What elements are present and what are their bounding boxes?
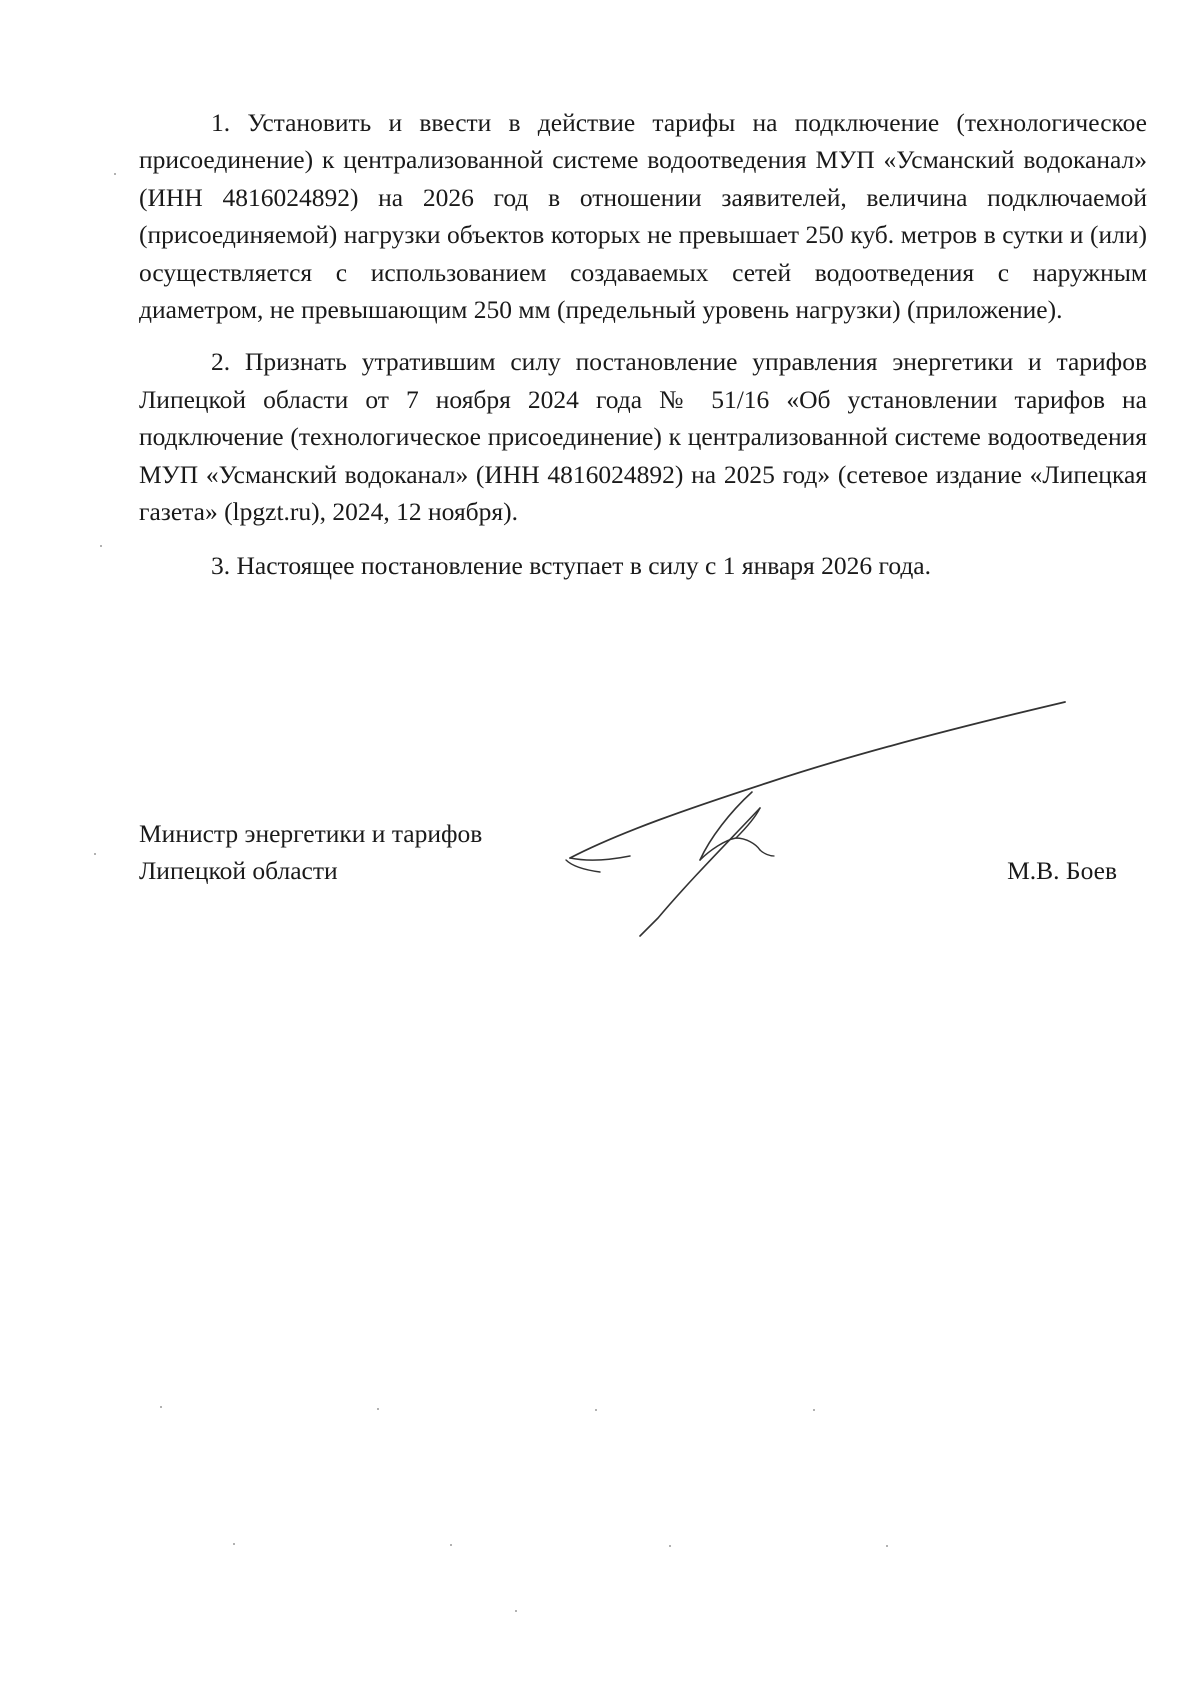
scan-speck — [160, 1406, 162, 1408]
scan-speck — [813, 1409, 815, 1411]
signer-position-line-1: Министр энергетики и тарифов — [139, 819, 483, 848]
paragraph-2: 2. Признать утратившим силу постановление управления энергетики и тарифов Липецкой области от 7 ноября 2024 года № 51/16 «Об установлении тарифов на подключение (технологическое присоединение) к централизованной системе водоотведения МУП «Усманский водоканал» (ИНН 4816024892) на 2025 год» (сетевое издание «Липецкая газета» (lpgzt.ru), 2024, 12 ноября). — [139, 347, 1147, 527]
signer-position — [139, 815, 579, 890]
scan-speck — [233, 1543, 235, 1545]
scan-speck — [100, 545, 102, 547]
signer-position-line-2: Липецкой области — [139, 856, 338, 886]
scan-speck — [515, 1610, 517, 1612]
paragraph-3: 3. Настоящее постановление вступает в силу с 1 января 2026 года. — [211, 551, 932, 581]
scan-speck — [886, 1545, 888, 1547]
decree-body — [139, 104, 1147, 585]
scan-speck — [114, 173, 116, 175]
scan-speck — [377, 1408, 379, 1410]
scan-speck — [669, 1545, 671, 1547]
scan-speck — [94, 853, 96, 855]
scan-speck — [595, 1409, 597, 1411]
signer-name: М.В. Боев — [1007, 856, 1117, 885]
scan-speck — [450, 1544, 452, 1546]
signature-block — [139, 815, 1149, 965]
paragraph-1: 1. Установить и ввести в действие тарифы на подключение (технологическое присоединение) к централизованной системе водоотведения МУП «Усманский водоканал» (ИНН 4816024892) на 2026 год в отношении заявителей, величина подключаемой (присоединяемой) нагрузки объектов которых не превышает 250 куб. метров в сутки и (или) осуществляется с использованием создаваемых сетей водоотведения с наружным диаметром, не превышающим 250 мм (предельный уровень нагрузки) (приложение). — [139, 108, 1147, 325]
